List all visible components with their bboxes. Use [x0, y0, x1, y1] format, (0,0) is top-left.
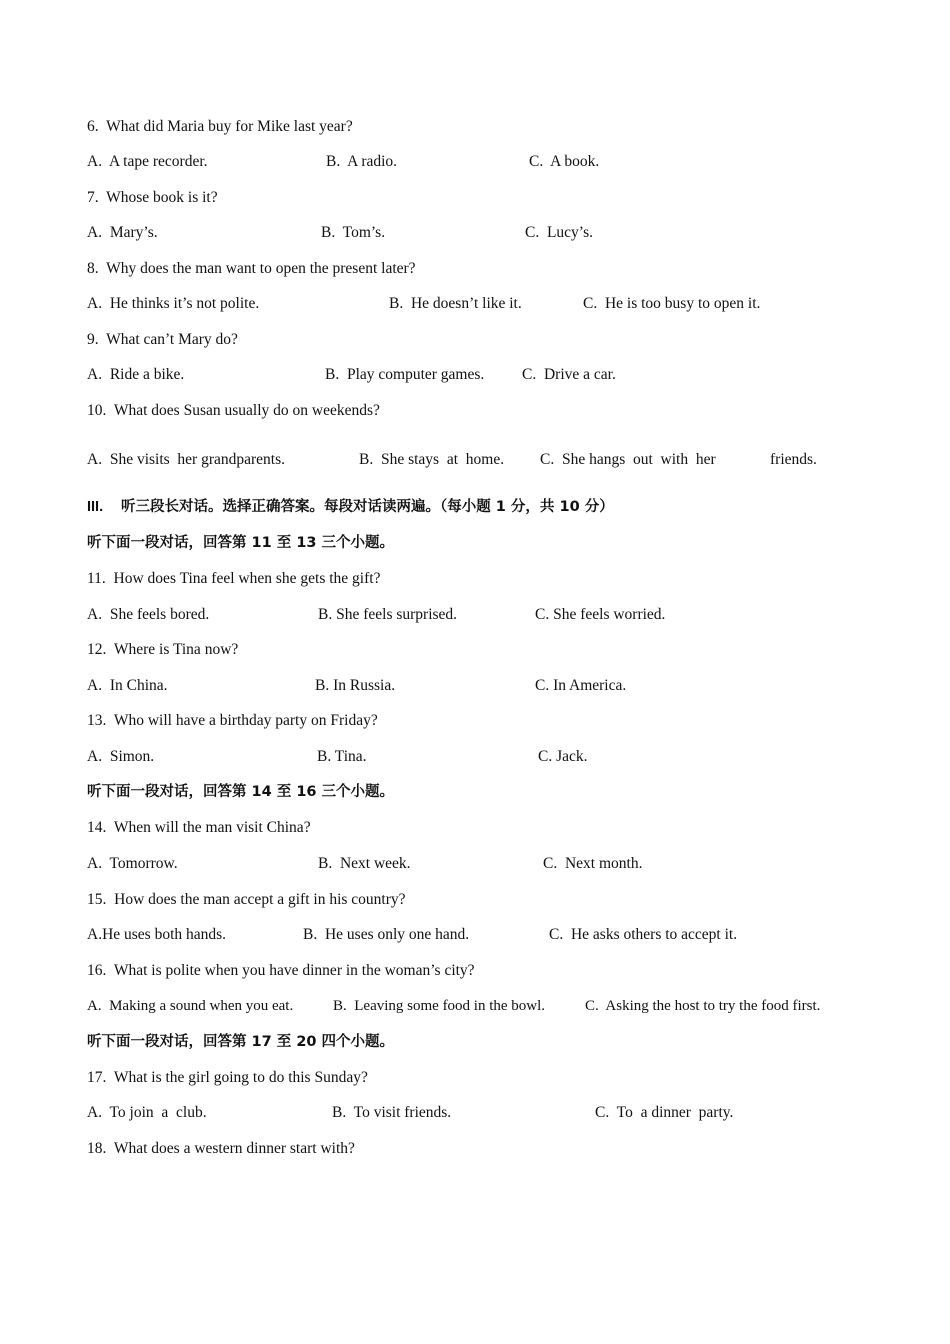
option-c: C. She hangs out with her — [540, 451, 716, 468]
question-text: 14. When will the man visit China? — [87, 819, 311, 836]
question-text: 15. How does the man accept a gift in his country? — [87, 891, 406, 908]
option-b: B. She stays at home. — [359, 451, 505, 468]
question-text: 17. What is the girl going to do this Sunday? — [87, 1069, 368, 1086]
question-text: 7. Whose book is it? — [87, 189, 218, 206]
option-b: B. She feels surprised. — [318, 606, 458, 623]
option-c: C. He asks others to accept it. — [549, 926, 738, 943]
question-text: 12. Where is Tina now? — [87, 641, 239, 658]
question-text: 10. What does Susan usually do on weekends? — [87, 402, 380, 419]
option-b: B. Play computer games. — [325, 366, 485, 383]
option-a: A. Simon. — [87, 748, 155, 765]
option-c: C. Jack. — [538, 748, 588, 765]
option-a: A. To join a club. — [87, 1104, 207, 1121]
question-text: 6. What did Maria buy for Mike last year? — [87, 118, 353, 135]
option-b: B. He uses only one hand. — [303, 926, 470, 943]
option-c: C. To a dinner party. — [595, 1104, 734, 1121]
option-c: C. She feels worried. — [535, 606, 666, 623]
option-b: B. Next week. — [318, 855, 411, 872]
option-a: A. She feels bored. — [87, 606, 210, 623]
option-b: B. He doesn’t like it. — [389, 295, 522, 312]
option-b: B. A radio. — [326, 153, 398, 170]
question-text: 11. How does Tina feel when she gets the gift? — [87, 570, 381, 587]
option-a: A. Ride a bike. — [87, 366, 185, 383]
option-c: C. A book. — [529, 153, 600, 170]
group-text: 听下面一段对话，回答第 17 至 20 四个小题。 — [87, 1034, 395, 1050]
option-c: C. Drive a car. — [522, 366, 616, 383]
option-b: B. Tina. — [317, 748, 367, 765]
section-number: III. — [87, 499, 104, 515]
question-text: 9. What can’t Mary do? — [87, 331, 238, 348]
section-title: 听三段长对话。选择正确答案。每段对话读两遍。（每小题 1 分，共 10 分） — [121, 499, 614, 515]
option-c: C. In America. — [535, 677, 627, 694]
option-c: C. Next month. — [543, 855, 643, 872]
option-a: A. She visits her grandparents. — [87, 451, 286, 468]
group-text: 听下面一段对话，回答第 14 至 16 三个小题。 — [87, 784, 395, 800]
option-a: A. In China. — [87, 677, 168, 694]
option-c-continuation: friends. — [770, 451, 817, 468]
option-a: A. Tomorrow. — [87, 855, 178, 872]
question-text: 16. What is polite when you have dinner in the woman’s city? — [87, 962, 475, 979]
option-a: A. He thinks it’s not polite. — [87, 295, 260, 312]
option-c: C. Lucy’s. — [525, 224, 594, 241]
option-b: B. Tom’s. — [321, 224, 386, 241]
group-text: 听下面一段对话，回答第 11 至 13 三个小题。 — [87, 535, 395, 551]
option-a: A.He uses both hands. — [87, 926, 227, 943]
option-b: B. Leaving some food in the bowl. — [333, 998, 546, 1014]
question-text: 18. What does a western dinner start with? — [87, 1140, 355, 1157]
question-text: 13. Who will have a birthday party on Friday? — [87, 712, 378, 729]
option-b: B. In Russia. — [315, 677, 396, 694]
option-a: A. Mary’s. — [87, 224, 158, 241]
option-a: A. Making a sound when you eat. — [87, 998, 294, 1014]
option-b: B. To visit friends. — [332, 1104, 452, 1121]
option-a: A. A tape recorder. — [87, 153, 208, 170]
question-text: 8. Why does the man want to open the present later? — [87, 260, 416, 277]
option-c: C. Asking the host to try the food first. — [585, 998, 821, 1014]
option-c: C. He is too busy to open it. — [583, 295, 761, 312]
